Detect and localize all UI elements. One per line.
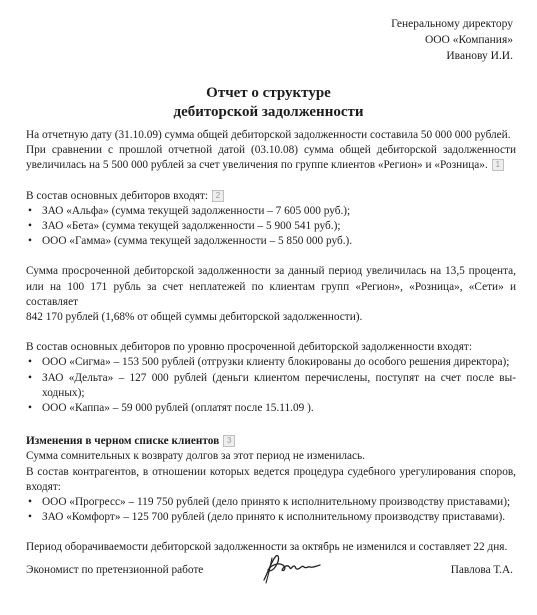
addressee-line: Иванову И.И. bbox=[446, 50, 513, 62]
text-line: При сравнении с прошлой отчетной датой (03.10.08) сумма общей дебиторской задолженности bbox=[26, 144, 516, 157]
blacklist-list bbox=[26, 495, 516, 525]
title-line: дебиторской задолженности bbox=[173, 104, 364, 120]
signer-name: Павлова Т.А. bbox=[450, 564, 513, 576]
addressee-block bbox=[391, 16, 513, 64]
debtors-list bbox=[26, 204, 516, 250]
paragraph-blacklist bbox=[26, 449, 516, 495]
list-item: • ЗАО «Бета» (сумма текущей задолженности – 5 900 541 руб.); bbox=[28, 220, 341, 233]
text-line: увеличилась на 5 500 000 рублей за счет увеличения по группе клиентов «Регион» и «Розница». bbox=[26, 159, 488, 172]
list-item-text: ходных); bbox=[42, 386, 85, 399]
list-item: • ООО «Каппа» – 59 000 рублей (оплатят после 15.11.09 ). bbox=[28, 402, 314, 415]
text-line: или на 100 171 рубль за счет неплатежей по клиентам групп «Регион», «Розница», «Сети» и составляет bbox=[26, 280, 516, 308]
document-title bbox=[0, 84, 537, 122]
text-line: входят: bbox=[26, 480, 61, 493]
signature-block bbox=[26, 556, 513, 586]
text-line: Сумма просроченной дебиторской задолженности за данный период увеличилась на 13,5 процента, bbox=[26, 265, 516, 278]
addressee-line: Генеральному директору bbox=[391, 18, 513, 30]
list-item: • ООО «Сигма» – 153 500 рублей (отгрузки клиенту блокированы до особого решения директора); bbox=[28, 356, 510, 369]
paragraph-total-debt bbox=[26, 128, 516, 174]
list-item-text: ООО «Сигма» – 153 500 рублей (отгрузки клиенту блокированы до особого решения директора); bbox=[42, 356, 510, 369]
paragraph-overdue bbox=[26, 264, 516, 325]
blacklist-heading bbox=[26, 434, 516, 449]
paragraph-turnover: Период оборачиваемости дебиторской задолженности за октябрь не изменился и составляет 22 дня. bbox=[26, 541, 508, 554]
list-item: • ЗАО «Дельта» – 127 000 рублей (деньги клиентом перечислены, поступят на счет после вы- ходных); bbox=[28, 371, 516, 399]
addressee-line: ООО «Компания» bbox=[424, 34, 513, 46]
section-heading: Изменения в черном списке клиентов bbox=[26, 435, 220, 448]
list-item: • ЗАО «Альфа» (сумма текущей задолженности – 7 605 000 руб.); bbox=[28, 204, 351, 217]
handwritten-signature bbox=[258, 550, 328, 586]
overdue-list bbox=[26, 355, 516, 416]
signer-position: Экономист по претензионной работе bbox=[26, 564, 204, 576]
list-item: • ООО «Прогресс» – 119 750 рублей (дело принято к исполнительному производству приставами); bbox=[28, 496, 511, 509]
list-item-text: ЗАО «Альфа» (сумма текущей задолженности – 7 605 000 руб.); bbox=[42, 204, 351, 217]
section-heading: В состав основных дебиторов входят: bbox=[26, 189, 208, 202]
list-item: • ООО «Гамма» (сумма текущей задолженности – 5 850 000 руб.). bbox=[28, 235, 353, 248]
text-line: В состав контрагентов, в отношении которых ведется процедура судебного урегулирования споров, bbox=[26, 465, 516, 478]
text-line: Сумма сомнительных к возврату долгов за этот период не изменилась. bbox=[26, 450, 366, 463]
overdue-heading: В состав основных дебиторов по уровню просроченной дебиторской задолженности входят: bbox=[26, 341, 473, 354]
report-body bbox=[26, 128, 516, 556]
title-line: Отчет о структуре bbox=[206, 85, 331, 101]
list-item-text: ООО «Каппа» – 59 000 рублей (оплатят после 15.11.09 ). bbox=[42, 402, 314, 415]
list-item-text: ООО «Прогресс» – 119 750 рублей (дело принято к исполнительному производству приставами); bbox=[42, 496, 511, 509]
list-item-text: ЗАО «Дельта» – 127 000 рублей (деньги клиентом перечислены, поступят на счет после вы- bbox=[42, 371, 516, 384]
list-item: • ЗАО «Комфорт» – 125 700 рублей (дело принято к исполнительному производству приставами). bbox=[28, 511, 506, 524]
note-marker: 1 bbox=[492, 159, 504, 171]
list-item-text: ЗАО «Бета» (сумма текущей задолженности – 5 900 541 руб.); bbox=[42, 220, 341, 233]
debtors-heading bbox=[26, 189, 516, 204]
list-item-text: ООО «Гамма» (сумма текущей задолженности – 5 850 000 руб.). bbox=[42, 235, 353, 248]
list-item-text: ЗАО «Комфорт» – 125 700 рублей (дело принято к исполнительному производству приставами). bbox=[42, 511, 506, 524]
note-marker: 2 bbox=[212, 190, 224, 202]
text-line: На отчетную дату (31.10.09) сумма общей дебиторской задолженности составила 50 000 000 рублей. bbox=[26, 129, 511, 141]
text-line: 842 170 рублей (1,68% от общей суммы дебиторской задолженности). bbox=[26, 311, 363, 324]
note-marker: 3 bbox=[223, 435, 235, 447]
